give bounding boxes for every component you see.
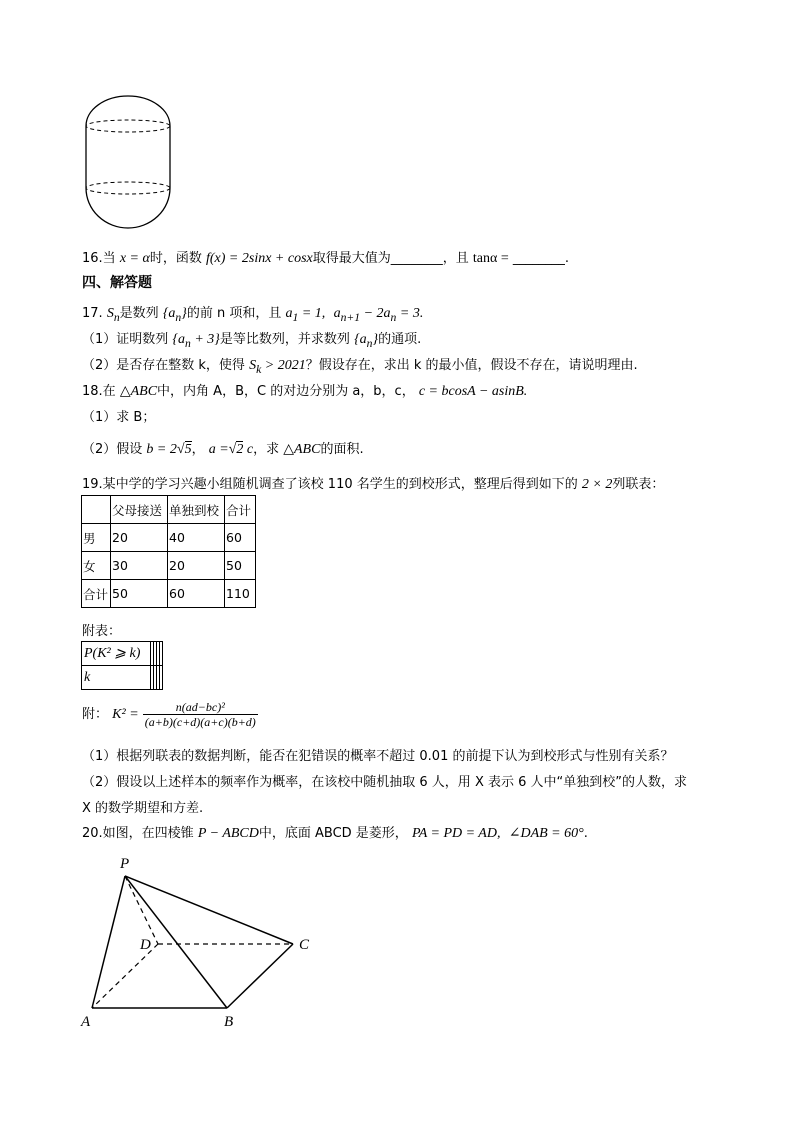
q20-text: 20.如图，在四棱锥 [82,826,194,841]
q17-sn-sub: n [113,310,120,324]
q17-p1-seq2-sub: n [366,336,373,350]
q18-p2-text: 的面积. [320,442,364,457]
q16-period: . [564,251,570,266]
formula-numerator: n(ad−bc)² [143,700,258,715]
formula-label: 附： [82,707,109,722]
probability-table [81,641,163,690]
formula [82,700,258,729]
question-19-part1: （1）根据列联表的数据判断，能否在犯错误的概率不超过 0.01 的前提下认为到校形式与性别有关系？ [82,749,674,764]
q18-a-eq: a = [208,442,229,457]
table-cell: 20 [111,524,168,552]
table-row [82,524,256,552]
q16-blank[interactable]: ________ [512,251,565,266]
table-cell: k [82,666,151,690]
q17-sk [249,358,306,376]
table-cell: 40 [168,524,225,552]
q17-text: 的前 n 项和，且 [186,306,282,321]
q18-b-eq: b = 2 [146,442,177,457]
q16-condition: x = α [119,251,150,266]
formula-lhs: K² = [112,707,139,722]
edge-pd [125,876,158,944]
question-19-part2-cont: X 的数学期望和方差. [82,801,204,816]
question-19 [82,473,664,493]
q17-a1 [285,306,326,324]
q17-rec-sub: n+1 [340,310,361,324]
q17-p1-seq [172,332,220,350]
vertex-label-p: P [120,856,130,872]
q16-text: 取得最大值为 [312,251,391,266]
q17-p1-seq-sub: n [185,336,191,350]
q20-period: . [583,826,588,841]
q17-p2-text: ？假设存在，求出 k 的最小值，假设不存在，请说明理由. [305,358,638,373]
table-cell: 50 [111,580,168,608]
table-row [82,642,163,666]
table-cell: 20 [168,552,225,580]
q17-sn-symbol: S [106,306,114,321]
q17-sk-end: > 2021 [261,358,306,373]
table-header-cell [82,496,111,524]
q18-a-end: c [243,442,254,457]
q18-sep: ， [191,442,205,457]
question-20 [82,822,588,842]
q16-tan: tanα = [472,251,509,266]
q20-condition: PA = PD = AD, [411,826,501,841]
q17-p2-text: （2）是否存在整数 k，使得 [82,358,245,373]
section-title: 四、解答题 [82,275,152,291]
q17-recurrence [333,306,424,324]
q17-seq-end: } [181,306,187,321]
appendix-label: 附表： [82,624,122,639]
q17-a1-symbol: a [285,306,293,321]
q17-sk-sub: k [256,362,262,376]
q17-text: 是数列 [119,306,159,321]
table-header-cell: 合计 [225,496,256,524]
q17-p1-text: （1）证明数列 [82,332,169,347]
q18-equation: c = bcosA − asinB. [418,384,528,399]
q19-text: 列联表： [612,477,665,492]
q17-rec-mid: − 2a [360,306,391,321]
q17-p1-seq-a: {a [172,332,186,347]
q16-number: 16.当 [82,251,116,266]
edge-ad [92,944,158,1008]
vertex-label-d: D [140,937,151,953]
q18-triangle: △ABC [119,384,158,399]
q20-pyramid: P − ABCD [197,826,259,841]
table-cell: 60 [168,580,225,608]
q17-number: 17. [82,306,103,321]
question-18-part1: （1）求 B； [82,410,156,425]
table-cell: 60 [225,524,256,552]
table-header-cell: 单独到校 [168,496,225,524]
table-cell: 合计 [82,580,111,608]
q17-p1-text: 的通项. [378,332,422,347]
q17-rec-sub2: n [390,310,397,324]
table-cell: P(K² ⩾ k) [82,642,151,666]
q17-seq-a: {a [162,306,176,321]
q20-text: 中，底面 ABCD 是菱形， [258,826,408,841]
q18-p2-text: ，求 [253,442,280,457]
q18-b-value: b = 2√5 [146,442,192,457]
contingency-table [81,495,256,608]
q17-rec-a: a [333,306,341,321]
table-cell: 110 [225,580,256,608]
table-cell [160,642,163,666]
q17-rec-end: = 3. [396,306,424,321]
q18-a-root: 2 [236,442,244,457]
formula-denominator: (a+b)(c+d)(a+c)(b+d) [144,715,256,729]
q17-sk-symbol: S [249,358,257,373]
q16-text: ，且 [442,251,469,266]
question-16 [82,247,569,267]
table-cell [160,666,163,690]
edge-bc [227,944,293,1008]
table-cell: 女 [82,552,111,580]
question-18 [82,380,527,400]
question-17-part1 [82,328,421,350]
q18-text: 18.在 [82,384,116,399]
q17-seq-sub: n [175,310,182,324]
table-row [82,580,256,608]
table-header-row [82,496,256,524]
q19-math: 2 × 2 [581,477,613,492]
question-19-part2: （2）假设以上述样本的频率作为概率，在该校中随机抽取 6 人，用 X 表示 6 人中“单独到校”的人数，求 [82,775,687,790]
q16-blank[interactable]: ________ [390,251,443,266]
q17-p1-seq2 [354,332,379,350]
q17-seq [162,306,187,324]
q16-text: 时，函数 [149,251,202,266]
table-header-cell: 父母接送 [111,496,168,524]
q17-p1-text: 是等比数列，并求数列 [219,332,350,347]
table-cell: 50 [225,552,256,580]
vertex-label-c: C [299,937,310,953]
vertex-label-a: A [81,1014,91,1030]
table-cell: 30 [111,552,168,580]
question-17 [82,302,423,324]
edge-pa [92,876,125,1008]
q16-function: f(x) = 2sinx + cosx [206,251,313,266]
table-cell: 男 [82,524,111,552]
q18-b-root: 5 [184,442,192,457]
q18-text: 中，内角 A，B，C 的对边分别为 a，b，c， [157,384,415,399]
q18-triangle: △ABC [283,442,321,457]
q17-p1-seq2-end: } [372,332,379,347]
q17-a1-sub: 1 [292,310,299,324]
q18-p2-text: （2）假设 [82,442,143,457]
edge-pc [125,876,293,944]
pyramid-figure [70,848,330,1033]
q17-sn [106,306,120,324]
table-row [82,552,256,580]
formula-fraction [143,700,258,729]
vertex-label-b: B [224,1014,234,1030]
q17-a1-value: = 1, [298,306,326,321]
capsule-figure [80,90,180,235]
question-18-part2 [82,438,364,458]
q17-p1-seq-end: + 3} [190,332,220,347]
q20-angle: ∠DAB = 60° [508,826,584,841]
q17-p1-seq2-a: {a [354,332,367,347]
table-row [82,666,163,690]
question-17-part2 [82,354,638,376]
q19-text: 19.某中学的学习兴趣小组随机调查了该校 110 名学生的到校形式，整理后得到如下的 [82,477,578,492]
q18-a-value: a =√2 c [208,442,254,457]
